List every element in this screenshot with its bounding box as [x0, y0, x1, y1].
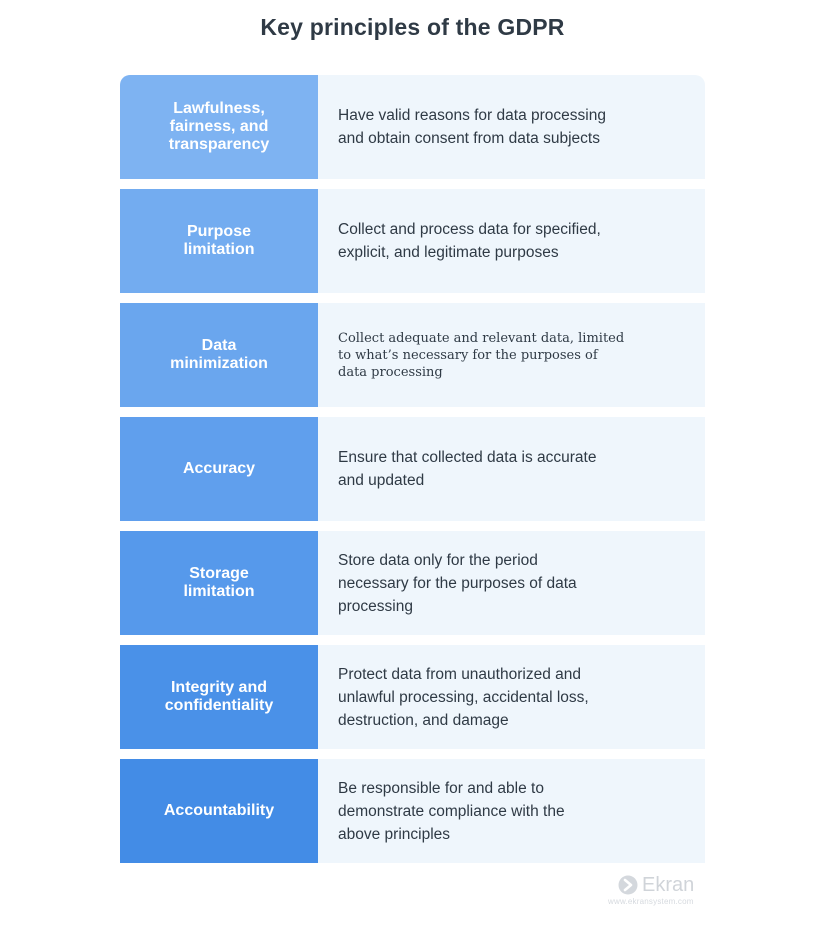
- principle-description: Have valid reasons for data processing and obtain consent from data subjects: [318, 75, 705, 179]
- principle-description: Collect and process data for specified, explicit, and legitimate purposes: [318, 189, 705, 293]
- principle-row: [120, 531, 705, 635]
- page-title: Key principles of the GDPR: [260, 14, 565, 40]
- ekran-logo: [605, 874, 705, 910]
- principle-label: Integrity and confidentiality: [120, 645, 318, 749]
- principle-row: [120, 303, 705, 407]
- principle-description: Store data only for the period necessary for the purposes of data processing: [318, 531, 705, 635]
- principle-description: Collect adequate and relevant data, limited to what’s necessary for the purposes of data processing: [318, 303, 705, 407]
- logo-name: Ekran: [642, 874, 695, 896]
- principle-label: Storage limitation: [120, 531, 318, 635]
- principle-label: Lawfulness, fairness, and transparency: [120, 75, 318, 179]
- principle-label: Purpose limitation: [120, 189, 318, 293]
- principle-description: Ensure that collected data is accurate and updated: [318, 417, 705, 521]
- principle-label: Accountability: [120, 759, 318, 863]
- principle-row: [120, 75, 705, 179]
- principle-description: Be responsible for and able to demonstrate compliance with the above principles: [318, 759, 705, 863]
- principle-row: [120, 759, 705, 863]
- logo-url: www.ekransystem.com: [608, 897, 694, 906]
- principle-row: [120, 417, 705, 521]
- principle-row: [120, 189, 705, 293]
- principle-label: Data minimization: [120, 303, 318, 407]
- principles-table: [120, 75, 705, 873]
- principle-description: Protect data from unauthorized and unlawful processing, accidental loss, destruction, and damage: [318, 645, 705, 749]
- principle-label: Accuracy: [120, 417, 318, 521]
- principle-row: [120, 645, 705, 749]
- ekran-chevron-icon: [618, 875, 638, 895]
